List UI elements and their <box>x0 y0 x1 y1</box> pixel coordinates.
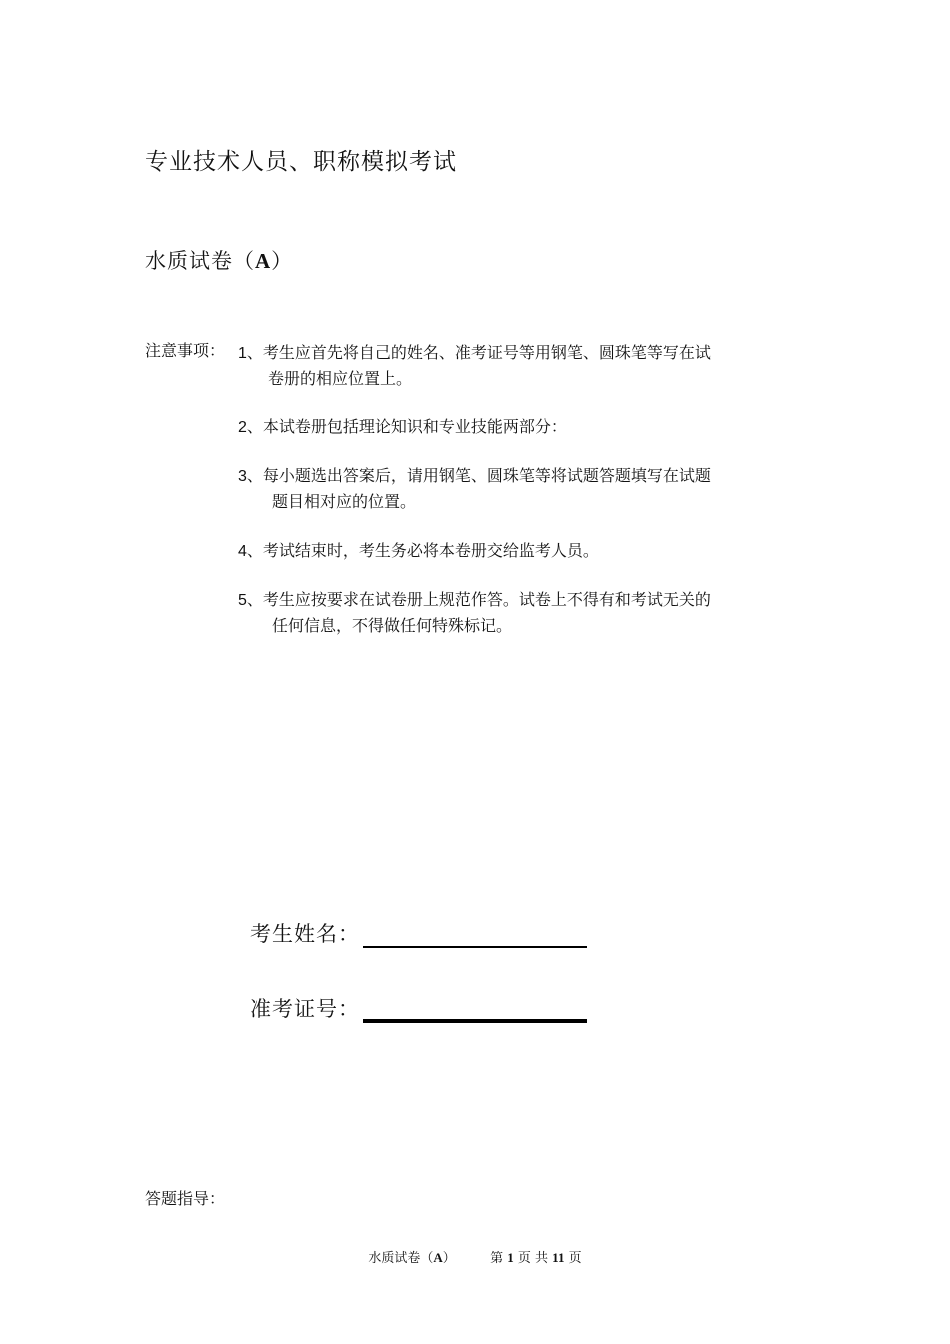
footer-total-word: 共 <box>535 1251 549 1266</box>
notice-item-number: 1 <box>238 345 247 362</box>
exam-id-field[interactable] <box>363 1019 587 1023</box>
notice-item-1 <box>238 340 808 391</box>
footer-doc-suffix: ） <box>442 1251 456 1266</box>
paper-subtitle <box>145 245 293 275</box>
subtitle-prefix: 水质试卷（ <box>145 249 255 273</box>
notice-item-continuation: 卷册的相应位置上。 <box>268 369 413 388</box>
notice-item-number: 3 <box>238 468 247 485</box>
notice-label: 注意事项： <box>145 341 226 360</box>
answer-guide-label: 答题指导： <box>145 1189 226 1208</box>
footer-page-word: 第 <box>490 1251 504 1266</box>
subtitle-suffix: ） <box>271 249 294 273</box>
notice-item-text: 、考生应按要求在试卷册上规范作答。试卷上不得有和考试无关的 <box>246 590 711 609</box>
notice-item-text: 、每小题选出答案后，请用钢笔、圆珠笔等将试题答题填写在试题 <box>246 466 711 485</box>
notice-item-2 <box>238 414 808 440</box>
footer-page-unit: 页 <box>517 1251 531 1266</box>
footer-page-number: 1 <box>507 1250 514 1265</box>
notice-item-5 <box>238 587 808 638</box>
notice-item-number: 2 <box>238 419 247 436</box>
footer-doc-prefix: 水质试卷（ <box>368 1251 434 1266</box>
notice-item-4 <box>238 538 808 564</box>
notice-item-text: 、考生应首先将自己的姓名、准考证号等用钢笔、圆珠笔等写在试 <box>246 343 711 362</box>
exam-id-label: 准考证号： <box>250 997 360 1021</box>
exam-title: 专业技术人员、职称模拟考试 <box>145 149 457 175</box>
notice-item-text: 、考试结束时，考生务必将本卷册交给监考人员。 <box>246 541 599 560</box>
footer-doc-code: A <box>433 1250 443 1265</box>
subtitle-code: A <box>255 249 272 273</box>
notice-item-continuation: 题目相对应的位置。 <box>272 492 417 511</box>
candidate-name-label: 考生姓名： <box>250 922 360 946</box>
notice-item-continuation: 任何信息，不得做任何特殊标记。 <box>272 616 513 635</box>
page-footer <box>0 1247 950 1266</box>
notice-item-3 <box>238 463 808 514</box>
notice-item-number: 5 <box>238 592 247 609</box>
candidate-name-field[interactable] <box>363 946 587 948</box>
footer-total-unit: 页 <box>568 1251 582 1266</box>
notice-item-text: 、本试卷册包括理论知识和专业技能两部分： <box>246 417 567 436</box>
footer-total-pages: 11 <box>552 1250 565 1265</box>
notice-item-number: 4 <box>238 543 247 560</box>
